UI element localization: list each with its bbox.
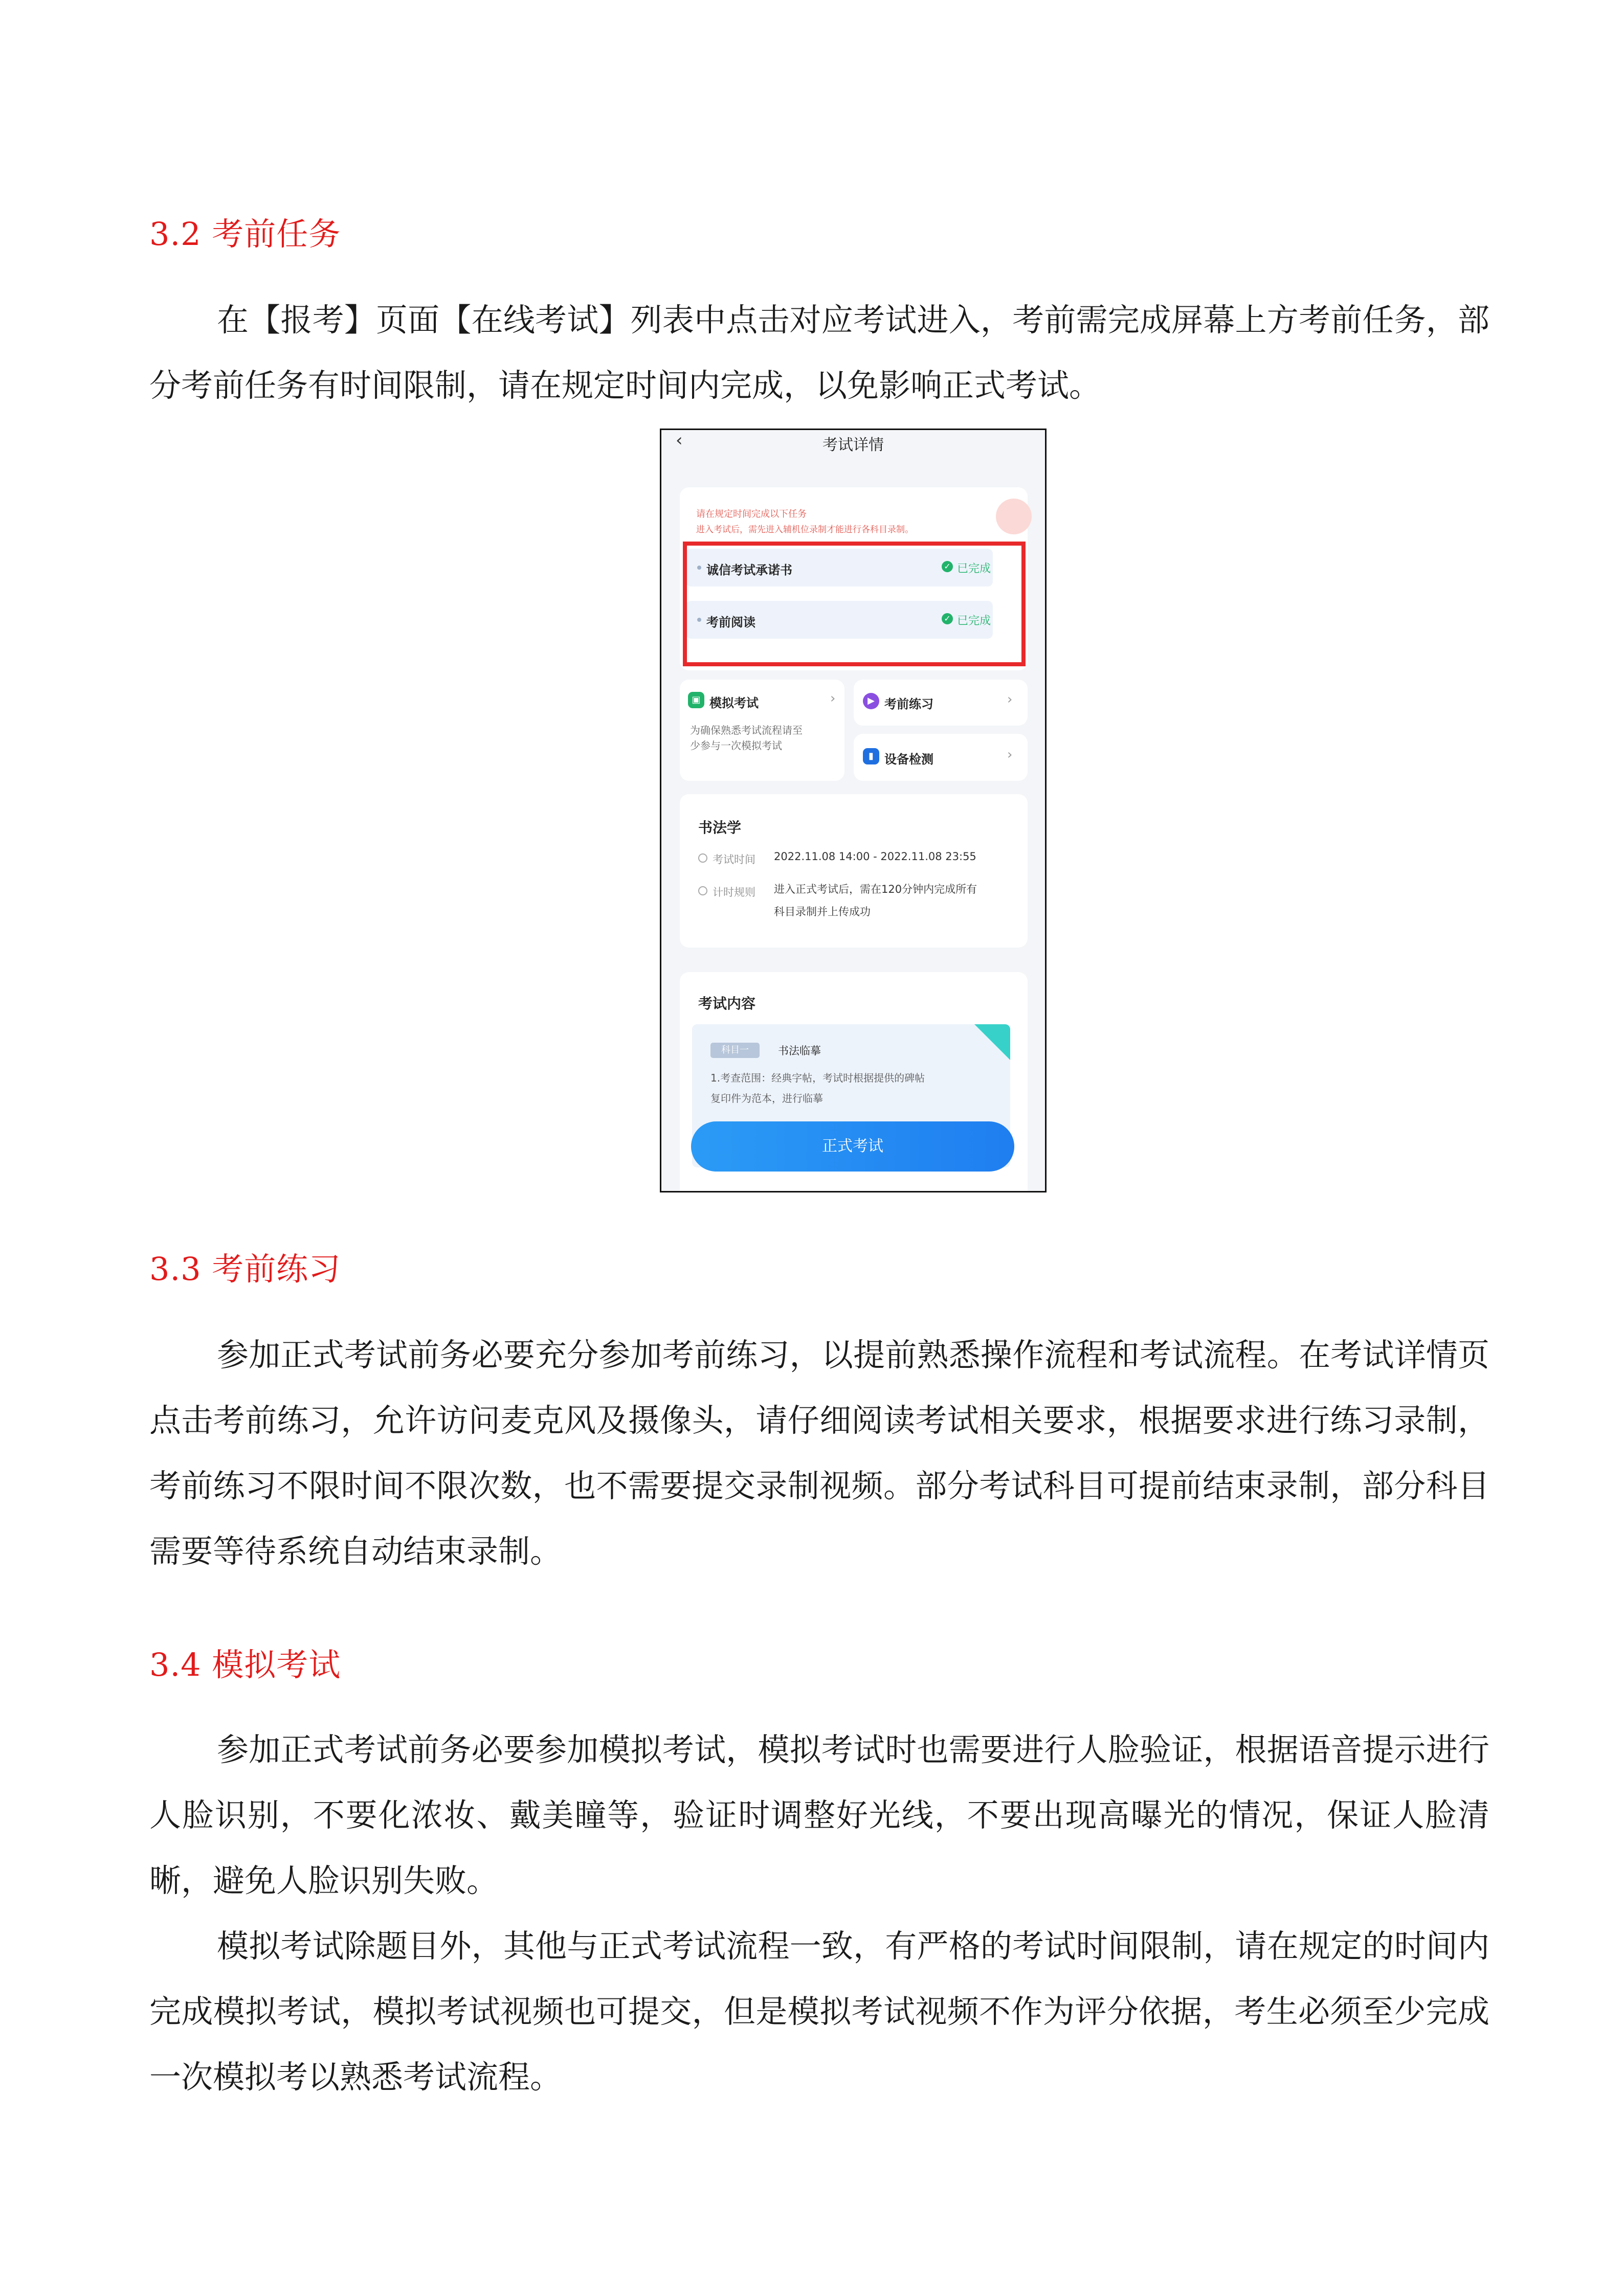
rule-value-1: 进入正式考试后，需在120分钟内完成所有	[774, 883, 977, 895]
task-label: 考前阅读	[706, 615, 755, 629]
chevron-right-icon: ›	[1007, 692, 1013, 707]
exam-info-card	[680, 794, 1028, 948]
rule-value-2: 科目录制并上传成功	[774, 906, 871, 918]
device-check-label: 设备检测	[884, 752, 933, 767]
device-icon: ▮	[863, 748, 879, 764]
mock-exam-label: 模拟考试	[709, 696, 759, 710]
practice-label: 考前练习	[884, 697, 933, 711]
clock-icon	[698, 853, 707, 863]
highlight-box	[683, 542, 1026, 666]
section-title-3-4: 3.4 模拟考试	[149, 1646, 341, 1683]
task-status: 已完成	[957, 615, 991, 627]
time-value: 2022.11.08 14:00 - 2022.11.08 23:55	[774, 850, 976, 863]
notice-line-2: 进入考试后，需先进入辅机位录制才能进行各科目录制。	[696, 525, 914, 535]
check-icon: ✓	[942, 561, 953, 572]
exam-content-title: 考试内容	[698, 995, 756, 1012]
play-icon: ▶	[863, 693, 879, 709]
alert-icon	[996, 499, 1032, 534]
task-label: 诚信考试承诺书	[706, 563, 792, 577]
section-3-2-paragraph: 在【报考】页面【在线考试】列表中点击对应考试进入，考前需完成屏幕上方考前任务，部分考前任务有时间限制，请在规定时间内完成，以免影响正式考试。	[149, 301, 1489, 404]
chevron-right-icon: ›	[830, 691, 836, 706]
exam-detail-screenshot	[660, 429, 1047, 1192]
subject-name: 书法临摹	[778, 1045, 821, 1057]
mock-exam-card[interactable]	[680, 680, 844, 781]
corner-badge	[974, 1024, 1010, 1060]
phone-header	[661, 430, 1045, 453]
check-icon: ✓	[942, 613, 953, 624]
subject-tag: 科目一	[710, 1043, 760, 1058]
subject-line-2: 复印件为范本，进行临摹	[710, 1092, 823, 1105]
back-icon[interactable]: ‹	[676, 430, 683, 451]
mock-exam-desc-2: 少参与一次模拟考试	[690, 739, 782, 752]
start-exam-button[interactable]: 正式考试	[691, 1121, 1014, 1172]
task-status: 已完成	[957, 562, 991, 575]
mock-exam-desc-1: 为确保熟悉考试流程请至	[690, 724, 803, 736]
section-3-3-paragraph: 参加正式考试前务必要充分参加考前练习，以提前熟悉操作流程和考试流程。在考试详情页点击考前练习，允许访问麦克风及摄像头，请仔细阅读考试相关要求，根据要求进行练习录制，考前练习不限时间不限次数，也不需要提交录制视频。部分考试科目可提前结束录制，部分科目需要等待系统自动结束录制。	[149, 1336, 1489, 1570]
notice-line-1: 请在规定时间完成以下任务	[696, 509, 807, 520]
section-3-4-paragraph-1: 参加正式考试前务必要参加模拟考试，模拟考试时也需要进行人脸验证，根据语音提示进行人脸识别，不要化浓妆、戴美瞳等，验证时调整好光线，不要出现高曝光的情况，保证人脸清晰，避免人脸识别失败。	[149, 1731, 1489, 1899]
rule-label: 计时规则	[713, 886, 755, 898]
practice-card[interactable]	[854, 680, 1028, 726]
phone-title: 考试详情	[822, 436, 884, 454]
subject-line-1: 1.考查范围：经典字帖，考试时根据提供的碑帖	[710, 1072, 925, 1084]
exam-name: 书法学	[698, 819, 742, 836]
time-label: 考试时间	[713, 853, 755, 866]
chevron-right-icon: ›	[1007, 747, 1013, 762]
clock-icon	[698, 886, 707, 895]
section-title-3-3: 3.3 考前练习	[149, 1250, 341, 1288]
mock-exam-icon: ▣	[688, 692, 704, 708]
section-title-3-2: 3.2 考前任务	[149, 215, 341, 253]
section-3-4-paragraph-2: 模拟考试除题目外，其他与正式考试流程一致，有严格的考试时间限制，请在规定的时间内完成模拟考试，模拟考试视频也可提交，但是模拟考试视频不作为评分依据，考生必须至少完成一次模拟考以熟悉考试流程。	[149, 1927, 1489, 2096]
device-check-card[interactable]	[854, 734, 1028, 781]
